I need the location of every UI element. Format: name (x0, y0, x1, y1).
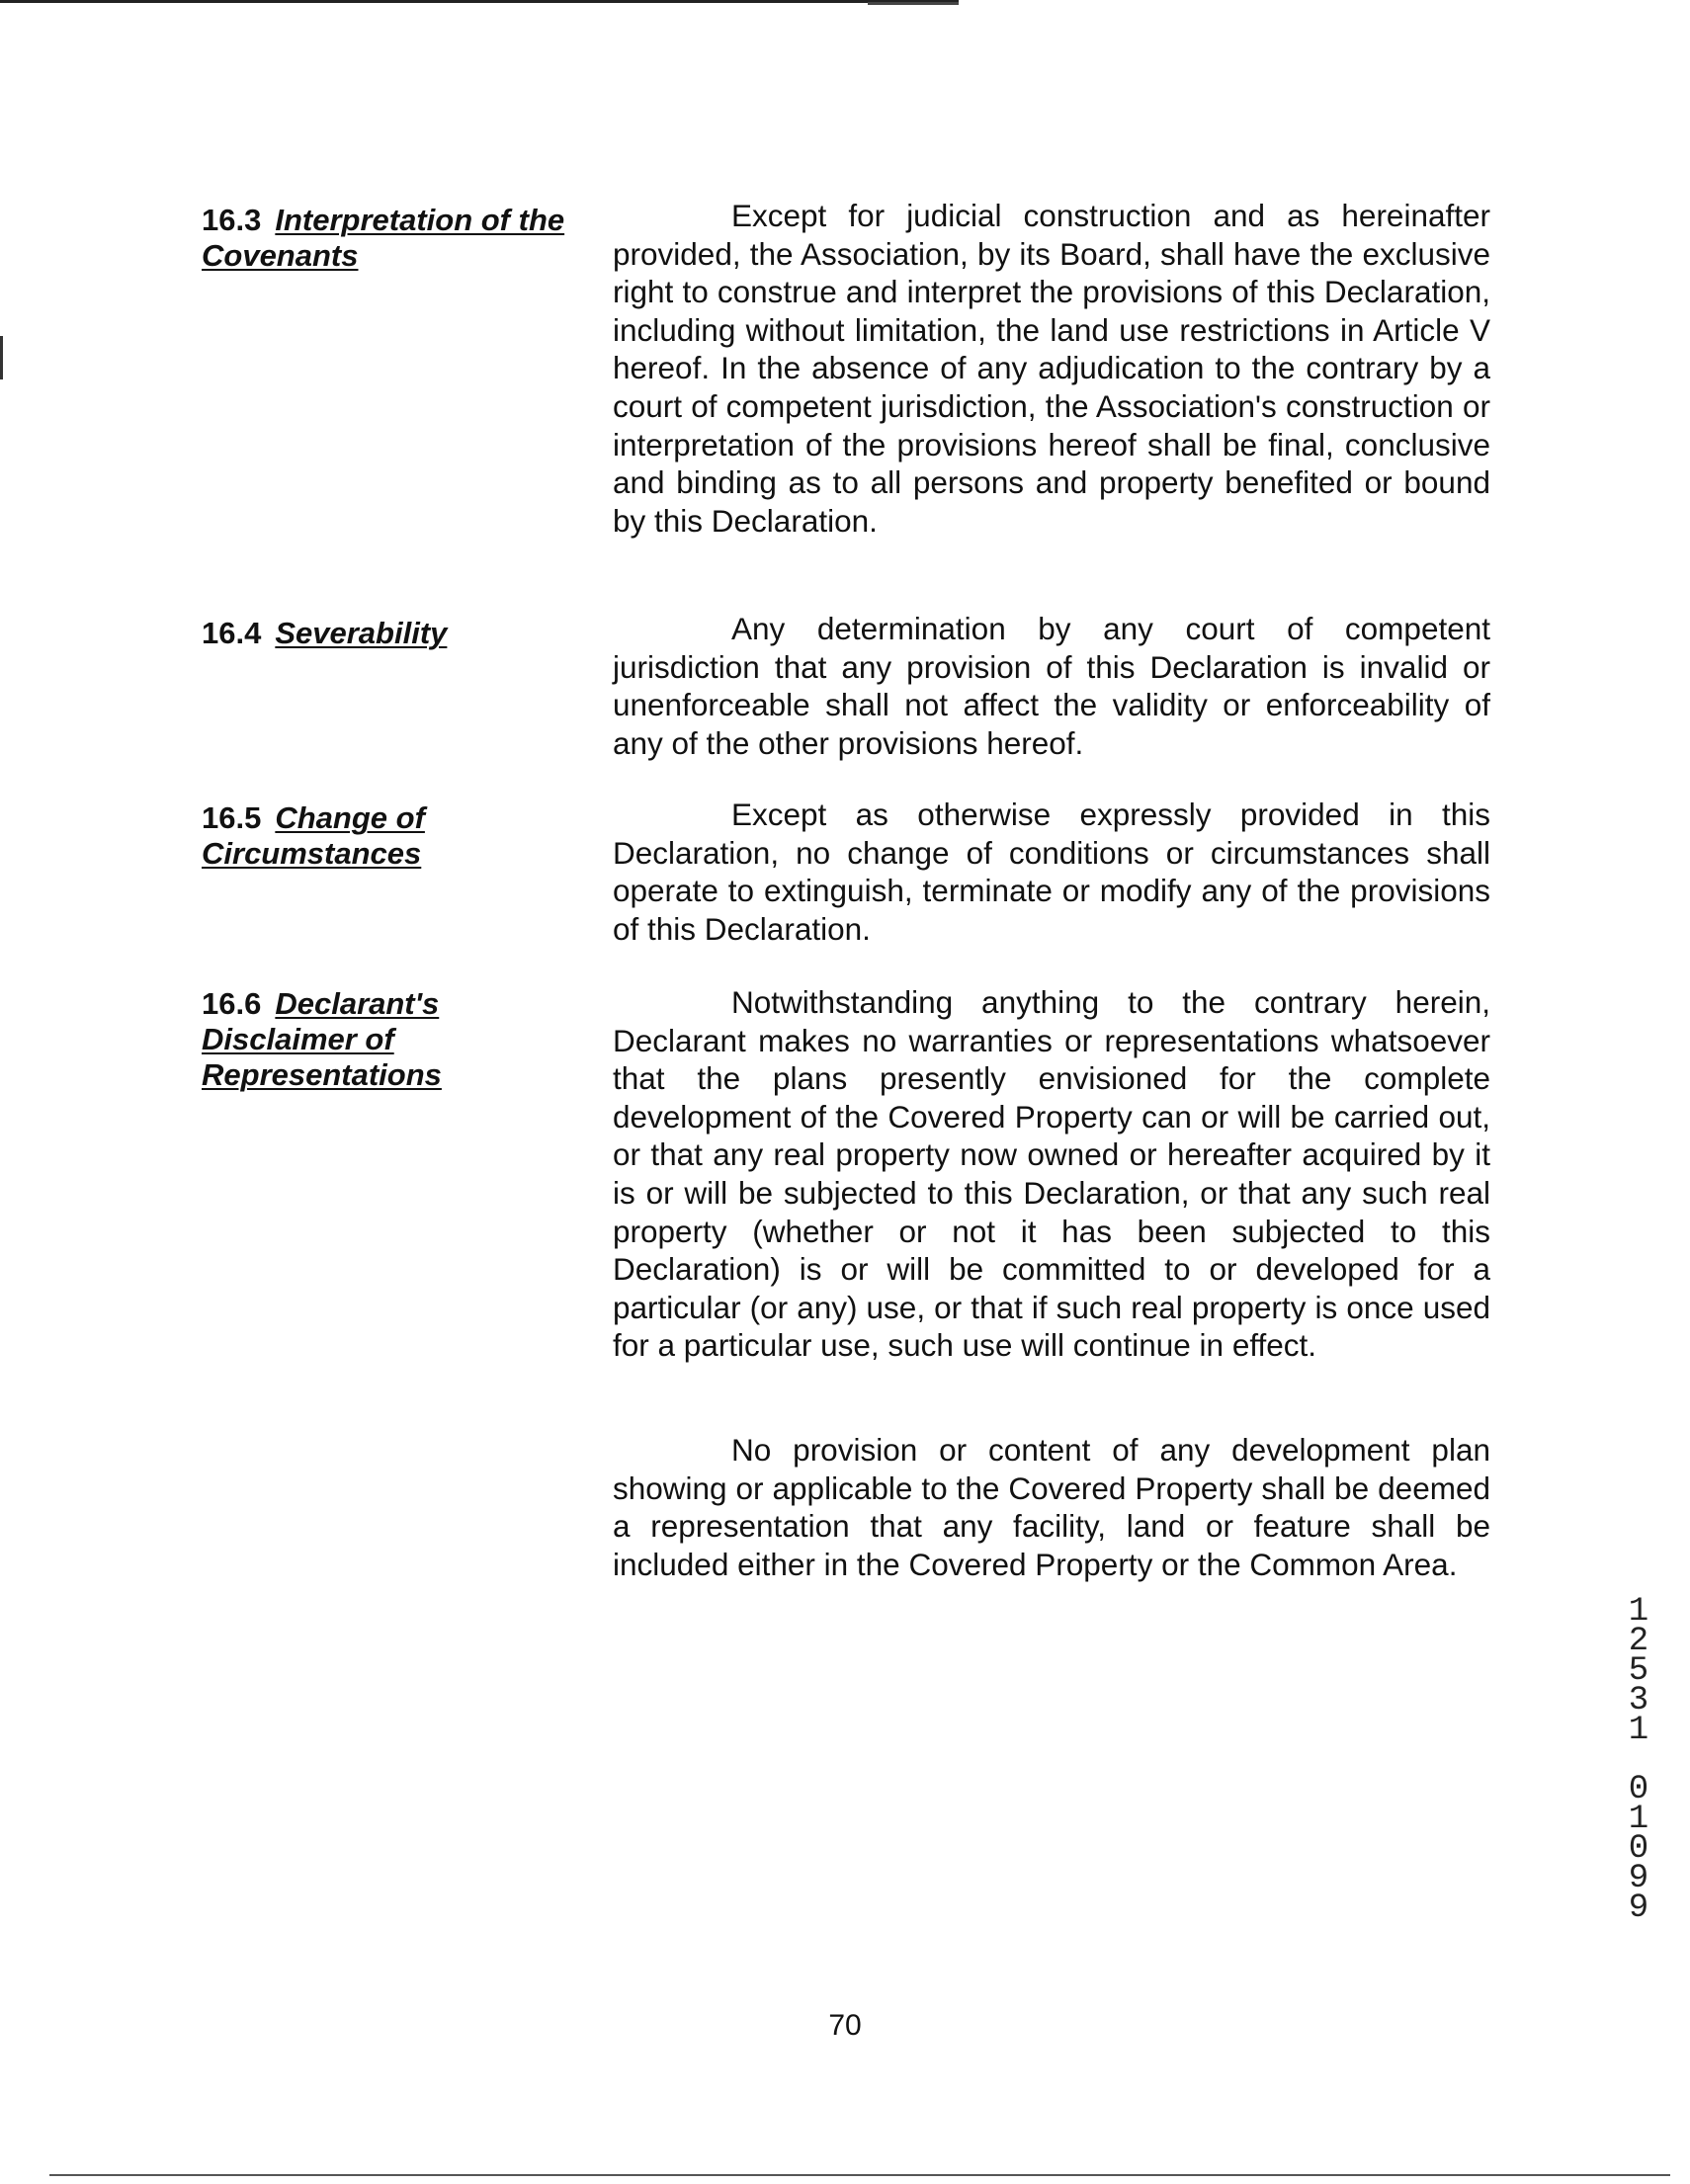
bates-stamp-chars (1619, 1593, 1658, 1927)
bates-stamp-char: 3 (1628, 1682, 1649, 1720)
section-number: 16.6 (202, 986, 262, 1021)
section-paragraph: Except as otherwise expressly provided in this Declaration, no change of conditions or circumstances shall operate to extinguish, terminate or modify any of the provisions of this Declaration. (613, 797, 1490, 947)
section-paragraph: No provision or content of any development plan showing or applicable to the Covered Property shall be deemed a representation that any facility, land or feature shall be included either in the Covered Property or the Common Area. (613, 1432, 1490, 1582)
bates-stamp-char: 2 (1628, 1623, 1649, 1660)
section-heading (202, 800, 567, 872)
bates-stamp-char: 0 (1628, 1830, 1649, 1868)
section-title: Change of Circumstances (202, 800, 425, 871)
section-title: Interpretation of the Covenants (202, 203, 565, 273)
section-title: Declarant's Disclaimer of Representations (202, 986, 442, 1092)
section-heading (202, 203, 567, 274)
bates-stamp-char: 1 (1628, 1593, 1649, 1631)
section-paragraph: Except for judicial construction and as hereinafter provided, the Association, by its Board, shall have the exclusive right to construe and interpret the provisions of this Declaration, including without limitation, the land use restrictions in Article V hereof. In the absence of any adjudication to the contrary by a court of competent jurisdiction, the Association's construction or interpretation of the provisions hereof shall be final, conclusive and binding as to all persons and property benefited or bound by this Declaration. (613, 198, 1490, 539)
bates-stamp-char: 0 (1628, 1771, 1649, 1808)
section-heading (202, 616, 567, 651)
scan-edge-bottom (49, 2174, 1670, 2176)
bates-stamp-char: 1 (1628, 1712, 1649, 1749)
bates-stamp-char: 5 (1628, 1652, 1649, 1690)
section-title: Severability (275, 616, 448, 650)
section-heading (202, 986, 567, 1093)
section-paragraph: Notwithstanding anything to the contrary herein, Declarant makes no warranties or representations whatsoever that the plans presently envisioned for the complete development of the Covered Property can or will be carried out, or that any real property now owned or hereafter acquired by it is or will be subjected to this Declaration, or that any such real property (whether or not it has been subjected to this Declaration) is or will be committed to or developed for a particular (or any) use, or that if such real property is once used for a particular use, such use will continue in effect. (613, 984, 1490, 1364)
bates-stamp-char: 9 (1628, 1890, 1649, 1927)
section-number: 16.5 (202, 800, 262, 835)
bates-stamp (1619, 1593, 1658, 1927)
scan-edge-left-mark (0, 336, 3, 379)
scan-edge-top (0, 0, 959, 3)
section-paragraph: Any determination by any court of competent jurisdiction that any provision of this Declaration is invalid or unenforceable shall not affect the validity or enforceability of any of the other provisions hereof. (613, 611, 1490, 761)
bates-stamp-char: 9 (1628, 1860, 1649, 1897)
scan-edge-top-mark (868, 2, 959, 5)
bates-stamp-char: 1 (1628, 1801, 1649, 1838)
section-number: 16.3 (202, 203, 262, 237)
page-number: 70 (828, 2009, 862, 2042)
section-number: 16.4 (202, 616, 262, 650)
